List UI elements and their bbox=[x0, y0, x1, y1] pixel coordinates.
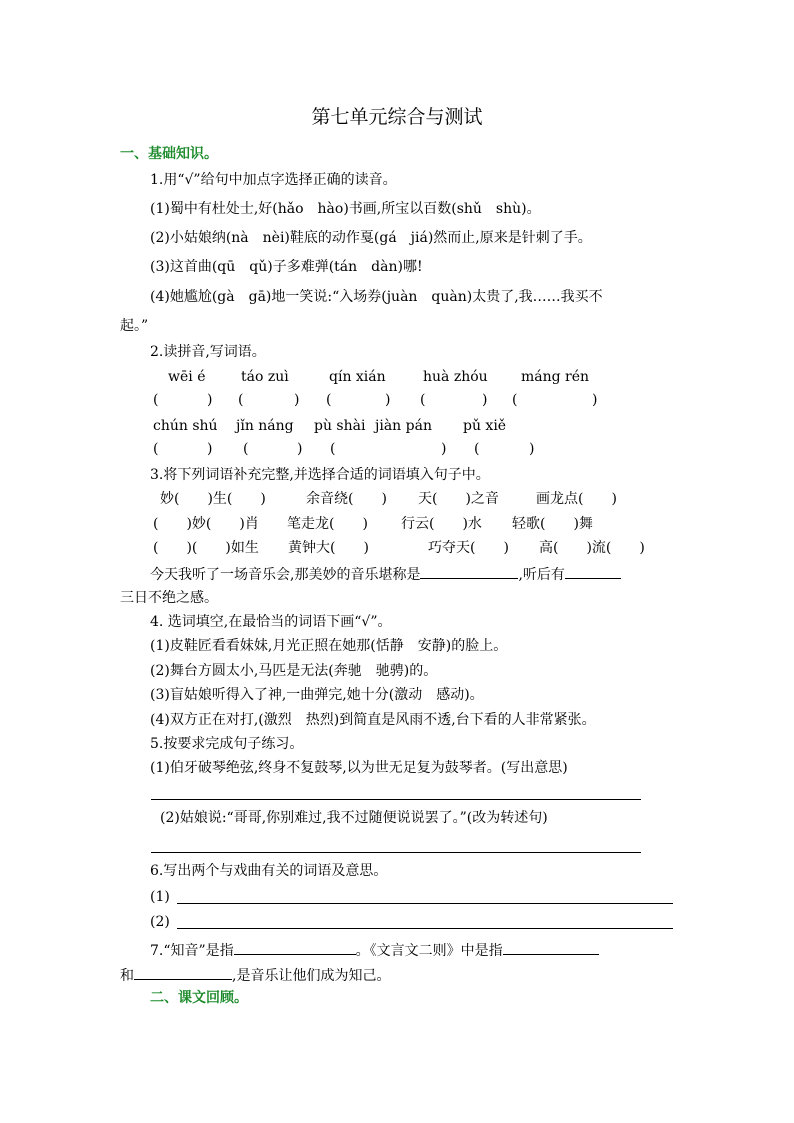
answer-paren-right: ) bbox=[482, 392, 488, 408]
answer-paren-right: ) bbox=[294, 392, 300, 408]
idiom-blank: ( )( )如生 bbox=[153, 540, 259, 556]
question-3-sentence bbox=[150, 563, 621, 585]
question-5-item-2: (2)姑娘说:“哥哥,你别难过,我不过随便说说罢了。”(改为转述句) bbox=[160, 810, 548, 826]
answer-paren-right: ) bbox=[529, 441, 535, 457]
pinyin-item: máng rén bbox=[521, 369, 590, 385]
question-1-stem: 1.用“√”给句中加点字选择正确的读音。 bbox=[150, 172, 397, 188]
pinyin-item: qín xián bbox=[329, 369, 386, 385]
question-7-line-2 bbox=[120, 964, 390, 986]
question-4-item-2: (2)舞台方圆太小,马匹是无法(奔驰 驰骋)的。 bbox=[150, 663, 438, 679]
answer-paren-left: ( bbox=[330, 441, 336, 457]
question-6-stem: 6.写出两个与戏曲有关的词语及意思。 bbox=[150, 863, 388, 879]
idiom-blank: 余音绕( ) bbox=[306, 491, 387, 507]
answer-line[interactable] bbox=[151, 799, 641, 800]
pinyin-item: táo zuì bbox=[241, 369, 289, 385]
idiom-blank: 高( )流( ) bbox=[539, 540, 645, 556]
answer-blank[interactable] bbox=[420, 563, 518, 579]
answer-line[interactable] bbox=[151, 852, 641, 853]
question-1-item-4-continued: 起。” bbox=[120, 318, 149, 334]
answer-blank[interactable] bbox=[134, 964, 232, 980]
pinyin-item: jǐn náng bbox=[236, 418, 294, 434]
answer-blank[interactable] bbox=[234, 939, 356, 955]
question-7-line-1 bbox=[150, 939, 599, 961]
question-4-item-1: (1)皮鞋匠看看妹妹,月光正照在她那(恬静 安静)的脸上。 bbox=[150, 638, 508, 654]
idiom-blank: 黄钟大( ) bbox=[288, 540, 369, 556]
idiom-blank: 巧夺天( ) bbox=[428, 540, 509, 556]
answer-line[interactable] bbox=[177, 903, 673, 904]
pinyin-item: chún shú bbox=[153, 418, 218, 434]
idiom-blank: 天( )之音 bbox=[418, 491, 499, 507]
pinyin-item: pǔ xiě bbox=[463, 418, 507, 434]
idiom-blank: 轻歌( )舞 bbox=[512, 516, 593, 532]
question-1-item-3: (3)这首曲(qū qǔ)子多难弹(tán dàn)哪! bbox=[150, 259, 423, 275]
answer-paren-right: ) bbox=[592, 392, 598, 408]
answer-paren-left: ( bbox=[474, 441, 480, 457]
answer-blank[interactable] bbox=[503, 939, 599, 955]
pinyin-item: huà zhóu bbox=[423, 369, 488, 385]
answer-paren-left: ( bbox=[512, 392, 518, 408]
question-1-item-2: (2)小姑娘纳(nà nèi)鞋底的动作戛(gá jiá)然而止,原来是针刺了手。 bbox=[150, 230, 592, 246]
idiom-blank: 笔走龙( ) bbox=[287, 516, 368, 532]
answer-paren-left: ( bbox=[243, 441, 249, 457]
section-heading-basics: 一、基础知识。 bbox=[120, 146, 218, 162]
answer-paren-right: ) bbox=[297, 441, 303, 457]
question-3-stem: 3.将下列词语补充完整,并选择合适的词语填入句子中。 bbox=[150, 467, 490, 483]
question-5-stem: 5.按要求完成句子练习。 bbox=[150, 736, 304, 752]
question-2-stem: 2.读拼音,写词语。 bbox=[150, 344, 266, 360]
question-4-item-4: (4)双方正在对打,(激烈 热烈)到简直是风雨不透,台下看的人非常紧张。 bbox=[150, 712, 596, 728]
sentence-part-b: ,听后有 bbox=[518, 567, 565, 583]
answer-paren-right: ) bbox=[207, 392, 213, 408]
answer-paren-right: ) bbox=[385, 392, 391, 408]
answer-paren-left: ( bbox=[420, 392, 426, 408]
idiom-blank: ( )妙( )肖 bbox=[153, 516, 259, 532]
q7-part-b: 。《文言文二则》中是指 bbox=[355, 943, 503, 959]
q7-part-a: 7.“知音”是指 bbox=[150, 943, 234, 959]
q7-part-d: ,是音乐让他们成为知己。 bbox=[232, 968, 391, 984]
question-1-item-1: (1)蜀中有杜处士,好(hǎo hào)书画,所宝以百数(shǔ shù)。 bbox=[150, 201, 541, 217]
pinyin-item: wēi é bbox=[168, 369, 206, 385]
answer-line[interactable] bbox=[177, 928, 673, 929]
pinyin-item: jiàn pán bbox=[375, 418, 432, 434]
question-6-label-2: (2) bbox=[150, 914, 170, 930]
q7-part-c: 和 bbox=[120, 968, 134, 984]
answer-paren-right: ) bbox=[441, 441, 447, 457]
section-heading-review: 二、课文回顾。 bbox=[150, 990, 248, 1006]
page-title: 第七单元综合与测试 bbox=[311, 106, 483, 128]
answer-paren-left: ( bbox=[326, 392, 332, 408]
sentence-part-a: 今天我听了一场音乐会,那美妙的音乐堪称是 bbox=[150, 567, 421, 583]
question-1-item-4: (4)她尴尬(gà gā)地一笑说:“入场券(juàn quàn)太贵了,我……我买不 bbox=[150, 289, 603, 305]
question-3-sentence-end: 三日不绝之感。 bbox=[120, 590, 218, 606]
question-4-stem: 4. 选词填空,在最恰当的词语下画“√”。 bbox=[150, 614, 392, 630]
pinyin-item: pù shài bbox=[314, 418, 366, 434]
question-4-item-3: (3)盲姑娘听得入了神,一曲弹完,她十分(激动 感动)。 bbox=[150, 687, 484, 703]
answer-paren-left: ( bbox=[238, 392, 244, 408]
question-5-item-1: (1)伯牙破琴绝弦,终身不复鼓琴,以为世无足复为鼓琴者。(写出意思) bbox=[150, 760, 568, 776]
idiom-blank: 妙( )生( ) bbox=[160, 491, 266, 507]
answer-paren-left: ( bbox=[153, 441, 159, 457]
idiom-blank: 画龙点( ) bbox=[536, 491, 617, 507]
answer-paren-left: ( bbox=[153, 392, 159, 408]
question-6-label-1: (1) bbox=[150, 889, 170, 905]
answer-paren-right: ) bbox=[207, 441, 213, 457]
answer-blank[interactable] bbox=[565, 563, 621, 579]
idiom-blank: 行云( )水 bbox=[401, 516, 482, 532]
